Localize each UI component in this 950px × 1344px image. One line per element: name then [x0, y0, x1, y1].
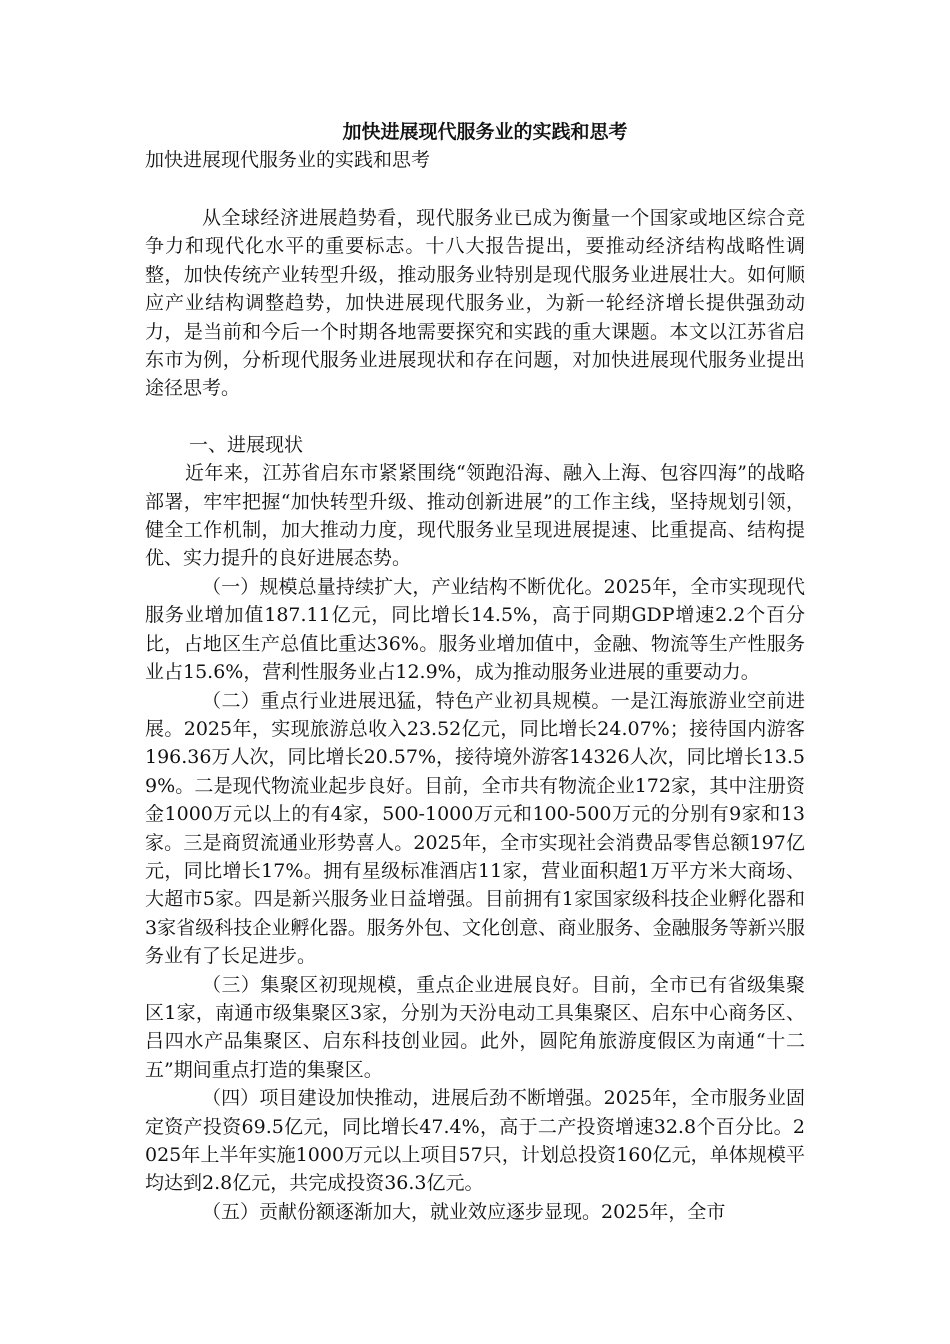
blank-line: [145, 174, 805, 204]
section-heading: 一、进展现状: [189, 433, 304, 456]
intro-paragraph: 从全球经济进展趋势看，现代服务业已成为衡量一个国家或地区综合竞争力和现代化水平的重要标志。十八大报告提出，要推动经济结构战略性调整，加快传统产业转型升级，推动服务业特别是现代服务业进展壮大。如何顺应产业结构调整趋势，加快进展现代服务业，为新一轮经济增长提供强劲动力，是当前和今后一个时期各地需要探究和实践的重大课题。本文以江苏省启东市为例，分析现代服务业进展现状和存在问题，对加快进展现代服务业提出途径思考。: [145, 207, 805, 400]
document-page: [145, 118, 805, 1226]
document-title: 加快进展现代服务业的实践和思考: [342, 121, 628, 143]
body-paragraph-4: （四）项目建设加快推动，进展后劲不断增强。2025年，全市服务业固定资产投资69.5亿元，同比增长47.4%，高于二产投资增速32.8个百分比。2025年上半年实施1000万元以上项目57只，计划总投资160亿元，单体规模平均达到2.8亿元，共完成投资36.3亿元。: [145, 1087, 805, 1195]
blank-line: [145, 403, 805, 431]
body-paragraph-5: （五）贡献份额逐渐加大，就业效应逐步显现。2025年，全市: [202, 1200, 726, 1223]
body-paragraph-3: （三）集聚区初现规模，重点企业进展良好。目前，全市已有省级集聚区1家，南通市级集聚区3家，分别为天汾电动工具集聚区、启东中心商务区、吕四水产品集聚区、启东科技创业园。此外，圆陀角旅游度假区为南通“十二五”期间重点打造的集聚区。: [145, 973, 805, 1081]
body-paragraph-2: （二）重点行业进展迅猛，特色产业初具规模。一是江海旅游业空前进展。2025年，实现旅游总收入23.52亿元，同比增长24.07%；接待国内游客196.36万人次，同比增长20.57%，接待境外游客14326人次，同比增长13.59%。二是现代物流业起步良好。目前，全市共有物流企业172家，其中注册资金1000万元以上的有4家，500-1000万元和100-500万元的分别有9家和13家。三是商贸流通业形势喜人。2025年，全市实现社会消费品零售总额197亿元，同比增长17%。拥有星级标准酒店11家，营业面积超1万平方米大商场、大超市5家。四是新兴服务业日益增强。目前拥有1家国家级科技企业孵化器和3家省级科技企业孵化器。服务外包、文化创意、商业服务、金融服务等新兴服务业有了长足进步。: [145, 689, 805, 968]
body-paragraph-1: （一）规模总量持续扩大，产业结构不断优化。2025年，全市实现现代服务业增加值187.11亿元，同比增长14.5%，高于同期GDP增速2.2个百分比，占地区生产总值比重达36%。服务业增加值中，金融、物流等生产性服务业占15.6%，营利性服务业占12.9%，成为推动服务业进展的重要动力。: [145, 575, 805, 684]
document-subtitle: 加快进展现代服务业的实践和思考: [145, 149, 431, 171]
section-lead-paragraph: 近年来，江苏省启东市紧紧围绕“领跑沿海、融入上海、包容四海”的战略部署，牢牢把握“加快转型升级、推动创新进展”的工作主线，坚持规划引领，健全工作机制，加大推动力度，现代服务业呈现进展提速、比重提高、结构提优、实力提升的良好进展态势。: [145, 462, 805, 570]
